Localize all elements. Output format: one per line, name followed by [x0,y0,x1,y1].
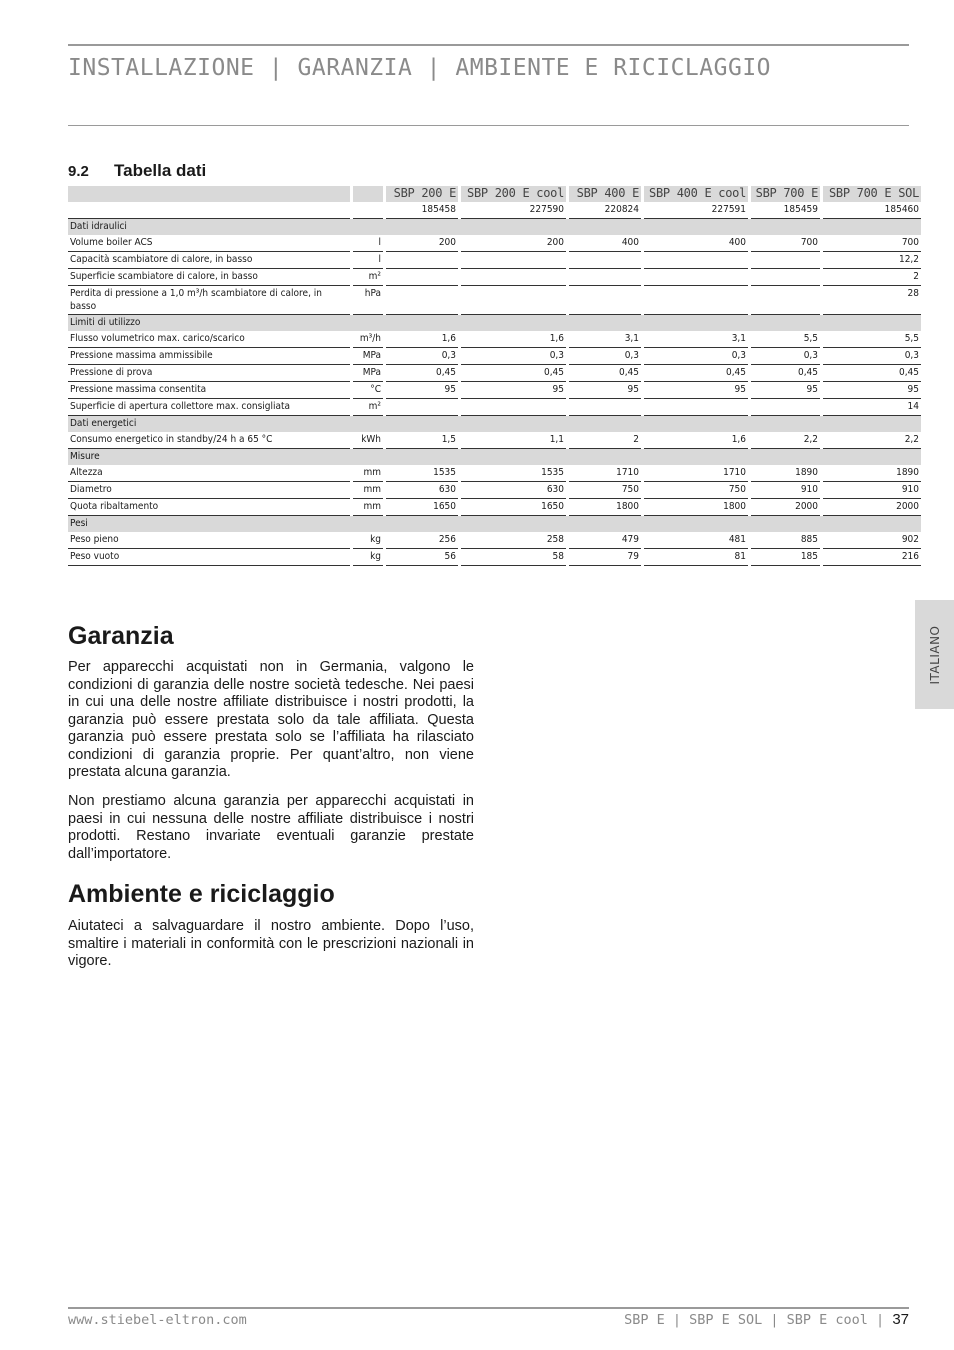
row-unit: mm [353,465,383,482]
section-heading [68,161,206,181]
table-cell: 0,3 [569,348,641,365]
table-cell: 1535 [386,465,458,482]
row-unit: l [353,252,383,269]
footer-website-link[interactable]: www.stiebel-eltron.com [68,1312,247,1328]
section-number: 9.2 [68,163,89,180]
table-row [68,348,921,365]
environment-heading: Ambiente e riciclaggio [68,880,335,908]
table-cell: 910 [823,482,921,499]
table-cell: 902 [823,532,921,549]
row-unit: kg [353,532,383,549]
table-cell: 0,45 [644,365,748,382]
table-cell: 1,1 [461,432,566,449]
table-cell: 258 [461,532,566,549]
table-cell: 1710 [569,465,641,482]
table-cell [569,269,641,286]
table-cell: 0,45 [461,365,566,382]
table-cell [751,399,820,416]
table-cell: 1,6 [644,432,748,449]
table-cell: 3,1 [569,331,641,348]
header-unit-cell [353,186,383,202]
model-header: SBP 200 E cool [461,186,566,202]
table-cell [644,269,748,286]
table-cell: 0,45 [386,365,458,382]
table-cell [386,252,458,269]
table-cell: 0,3 [751,348,820,365]
table-cell: 885 [751,532,820,549]
table-cell: 1650 [386,499,458,516]
row-unit: l [353,235,383,252]
table-cell: 1890 [751,465,820,482]
footer-product-line [624,1311,909,1328]
table-group-title: Misure [68,449,921,465]
table-cell: 200 [461,235,566,252]
table-cell: 3,1 [644,331,748,348]
row-unit: m² [353,399,383,416]
table-group-row [68,219,921,235]
row-label: Superficie scambiatore di calore, in basso [68,269,350,286]
table-cell [644,399,748,416]
row-unit: mm [353,499,383,516]
table-cell [644,252,748,269]
table-cell: 12,2 [823,252,921,269]
table-cell [386,269,458,286]
table-cell [353,202,383,219]
table-row [68,269,921,286]
table-cell: 1,5 [386,432,458,449]
footer-separator: | [867,1312,893,1328]
row-label: Pressione di prova [68,365,350,382]
table-row [68,432,921,449]
table-cell: 1535 [461,465,566,482]
table-row [68,549,921,566]
table-cell: 750 [644,482,748,499]
table-cell: 700 [751,235,820,252]
table-cell: 256 [386,532,458,549]
table-cell: 481 [644,532,748,549]
table-cell [569,286,641,315]
table-cell [461,286,566,315]
row-unit: °C [353,382,383,399]
row-unit: hPa [353,286,383,315]
table-cell: 910 [751,482,820,499]
table-cell [751,269,820,286]
table-cell: 216 [823,549,921,566]
row-label: Peso vuoto [68,549,350,566]
table-row [68,399,921,416]
model-header: SBP 400 E [569,186,641,202]
row-label: Pressione massima consentita [68,382,350,399]
row-label: Consumo energetico in standby/24 h a 65 °C [68,432,350,449]
page-header-title: INSTALLAZIONE | GARANZIA | AMBIENTE E RICICLAGGIO [68,55,772,81]
table-row [68,252,921,269]
table-cell: 1890 [823,465,921,482]
table-cell [644,286,748,315]
table-cell [461,399,566,416]
model-header: SBP 400 E cool [644,186,748,202]
section-title: Tabella dati [114,161,207,180]
row-label: Perdita di pressione a 1,0 m³/h scambiatore di calore, in basso [68,286,350,315]
table-cell [569,399,641,416]
table-cell: 2,2 [751,432,820,449]
table-cell [751,286,820,315]
model-header: SBP 200 E [386,186,458,202]
row-unit: mm [353,482,383,499]
table-cell: 2000 [823,499,921,516]
row-label: Pressione massima ammissibile [68,348,350,365]
table-cell: 0,3 [461,348,566,365]
row-label: Superficie di apertura collettore max. consigliata [68,399,350,416]
product-code: 227591 [644,202,748,219]
table-cell: 200 [386,235,458,252]
header-rule [68,125,909,126]
table-group-row [68,315,921,331]
table-cell: 58 [461,549,566,566]
table-row [68,331,921,348]
table-row [68,482,921,499]
table-group-row [68,516,921,532]
table-cell [569,252,641,269]
product-code: 220824 [569,202,641,219]
table-cell: 79 [569,549,641,566]
guarantee-paragraph: Non prestiamo alcuna garanzia per apparecchi acquistati in paesi in cui nessuna delle nostre affiliate distribuisce i nostri prodotti. Restano invariate eventuali garanzie prestate dall’importatore. [68,793,474,862]
model-header: SBP 700 E [751,186,820,202]
table-cell: 0,3 [386,348,458,365]
table-cell: 1800 [644,499,748,516]
row-unit: m³/h [353,331,383,348]
table-cell: 2 [823,269,921,286]
table-cell: 95 [461,382,566,399]
table-row [68,382,921,399]
row-unit: kWh [353,432,383,449]
guarantee-paragraph: Per apparecchi acquistati non in Germania, valgono le condizioni di garanzia delle nostre società tedesche. Nei paesi in cui una delle nostre affiliate distribuisce i nostri prodotti, la garanzia può essere prestata solo da tale affiliata. Questa garanzia può essere prestata solo se l’affiliata ha rilasciato condizioni di garanzia proprie. Per quant’altro, non viene prestata alcuna garanzia. [68,659,474,780]
table-cell: 1,6 [461,331,566,348]
table-cell: 56 [386,549,458,566]
table-group-row [68,416,921,432]
table-cell: 5,5 [823,331,921,348]
table-cell: 95 [644,382,748,399]
table-cell: 0,45 [823,365,921,382]
product-code-row [68,202,921,219]
language-tab [915,600,954,709]
table-cell: 95 [569,382,641,399]
table-cell: 400 [569,235,641,252]
table-cell: 0,3 [644,348,748,365]
table-group-title: Dati idraulici [68,219,921,235]
table-row [68,465,921,482]
table-cell [68,202,350,219]
table-cell: 95 [823,382,921,399]
table-cell: 0,45 [569,365,641,382]
table-cell: 630 [461,482,566,499]
table-cell: 1,6 [386,331,458,348]
table-cell: 2000 [751,499,820,516]
table-cell: 700 [823,235,921,252]
table-cell [386,399,458,416]
guarantee-heading: Garanzia [68,622,174,650]
table-cell: 185 [751,549,820,566]
table-row [68,235,921,252]
table-cell: 0,45 [751,365,820,382]
table-row [68,532,921,549]
table-cell: 0,3 [823,348,921,365]
model-header: SBP 700 E SOL [823,186,921,202]
page-number: 37 [892,1311,909,1328]
row-unit: MPa [353,365,383,382]
table-cell: 750 [569,482,641,499]
table-header-row [68,186,921,202]
table-cell [461,269,566,286]
product-code: 227590 [461,202,566,219]
table-cell [386,286,458,315]
row-label: Peso pieno [68,532,350,549]
table-cell: 1710 [644,465,748,482]
row-unit: m² [353,269,383,286]
footer-products: SBP E | SBP E SOL | SBP E cool [624,1312,868,1328]
table-group-title: Limiti di utilizzo [68,315,921,331]
table-cell: 479 [569,532,641,549]
table-body [68,202,921,566]
table-cell: 28 [823,286,921,315]
top-rule [68,44,909,46]
table-cell: 1650 [461,499,566,516]
header-label-cell [68,186,350,202]
table-row [68,499,921,516]
footer-rule [68,1307,909,1309]
row-unit: kg [353,549,383,566]
table-group-row [68,449,921,465]
row-label: Flusso volumetrico max. carico/scarico [68,331,350,348]
row-label: Diametro [68,482,350,499]
table-group-title: Dati energetici [68,416,921,432]
product-code: 185459 [751,202,820,219]
data-table [65,186,924,566]
environment-paragraph: Aiutateci a salvaguardare il nostro ambiente. Dopo l’uso, smaltire i materiali in conformità con le prescrizioni nazionali in vigore. [68,918,474,969]
table-cell: 630 [386,482,458,499]
row-label: Capacità scambiatore di calore, in basso [68,252,350,269]
row-label: Altezza [68,465,350,482]
table-cell [461,252,566,269]
product-code: 185460 [823,202,921,219]
table-row [68,365,921,382]
table-cell: 95 [386,382,458,399]
table-cell: 2 [569,432,641,449]
table-cell: 95 [751,382,820,399]
language-tab-label: ITALIANO [927,624,942,685]
product-code: 185458 [386,202,458,219]
table-group-title: Pesi [68,516,921,532]
table-cell: 400 [644,235,748,252]
row-label: Quota ribaltamento [68,499,350,516]
table-cell: 2,2 [823,432,921,449]
row-label: Volume boiler ACS [68,235,350,252]
row-unit: MPa [353,348,383,365]
table-cell: 14 [823,399,921,416]
table-cell: 81 [644,549,748,566]
table-cell [751,252,820,269]
table-row [68,286,921,315]
table-cell: 1800 [569,499,641,516]
table-cell: 5,5 [751,331,820,348]
